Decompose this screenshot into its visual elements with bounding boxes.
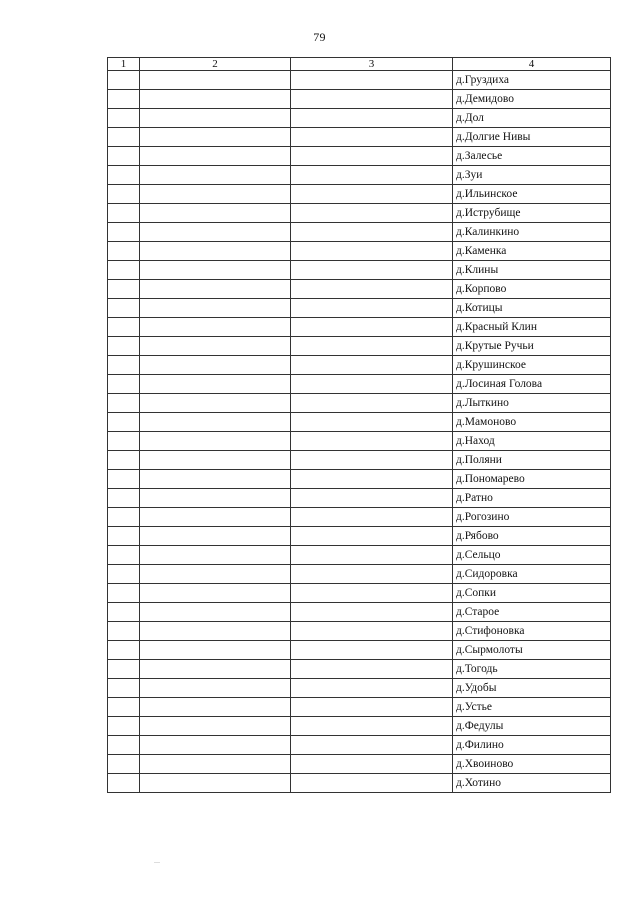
table-cell-col-3 xyxy=(291,489,453,508)
table-cell-col-4: д.Долгие Нивы xyxy=(453,128,611,147)
table-cell-col-1 xyxy=(108,527,140,546)
table-cell-col-4: д.Рогозино xyxy=(453,508,611,527)
table-row xyxy=(108,109,611,128)
table-cell-col-2 xyxy=(140,470,291,489)
table-cell-col-1 xyxy=(108,546,140,565)
table-cell-col-3 xyxy=(291,280,453,299)
table-cell-col-1 xyxy=(108,660,140,679)
table-row xyxy=(108,318,611,337)
table-cell-col-3 xyxy=(291,90,453,109)
table-cell-col-1 xyxy=(108,337,140,356)
table-cell-col-3 xyxy=(291,736,453,755)
table-row xyxy=(108,622,611,641)
table-cell-col-4: д.Лосиная Голова xyxy=(453,375,611,394)
table-row xyxy=(108,717,611,736)
table-cell-col-2 xyxy=(140,128,291,147)
header-row xyxy=(108,58,611,71)
table-cell-col-1 xyxy=(108,147,140,166)
table-cell-col-4: д.Мамоново xyxy=(453,413,611,432)
table-cell-col-1 xyxy=(108,356,140,375)
table-row xyxy=(108,432,611,451)
table-cell-col-1 xyxy=(108,565,140,584)
table-cell-col-2 xyxy=(140,546,291,565)
table-cell-col-1 xyxy=(108,394,140,413)
table-cell-col-2 xyxy=(140,660,291,679)
table-cell-col-2 xyxy=(140,375,291,394)
table-cell-col-3 xyxy=(291,432,453,451)
table-cell-col-1 xyxy=(108,508,140,527)
table-row xyxy=(108,660,611,679)
table-cell-col-1 xyxy=(108,470,140,489)
table-cell-col-4: д.Корпово xyxy=(453,280,611,299)
table-cell-col-4: д.Клины xyxy=(453,261,611,280)
table-body xyxy=(108,71,611,793)
table-cell-col-4: д.Филино xyxy=(453,736,611,755)
table-cell-col-4: д.Федулы xyxy=(453,717,611,736)
table-cell-col-3 xyxy=(291,755,453,774)
table-row xyxy=(108,508,611,527)
table-cell-col-4: д.Демидово xyxy=(453,90,611,109)
table-cell-col-4: д.Удобы xyxy=(453,679,611,698)
table-row xyxy=(108,698,611,717)
table-cell-col-4: д.Сырмолоты xyxy=(453,641,611,660)
table-row xyxy=(108,584,611,603)
table-cell-col-3 xyxy=(291,413,453,432)
table-cell-col-1 xyxy=(108,736,140,755)
table-cell-col-2 xyxy=(140,261,291,280)
table-cell-col-2 xyxy=(140,242,291,261)
table-row xyxy=(108,166,611,185)
table-row xyxy=(108,394,611,413)
table-cell-col-3 xyxy=(291,337,453,356)
table-cell-col-4: д.Груздиха xyxy=(453,71,611,90)
settlements-table xyxy=(107,57,611,793)
table-cell-col-4: д.Пономарево xyxy=(453,470,611,489)
table-cell-col-3 xyxy=(291,717,453,736)
table-cell-col-2 xyxy=(140,71,291,90)
table-cell-col-2 xyxy=(140,185,291,204)
table-cell-col-4: д.Залесье xyxy=(453,147,611,166)
table-cell-col-4: д.Красный Клин xyxy=(453,318,611,337)
table-cell-col-4: д.Калинкино xyxy=(453,223,611,242)
table-row xyxy=(108,337,611,356)
table-cell-col-4: д.Сопки xyxy=(453,584,611,603)
table-cell-col-4: д.Крутые Ручьи xyxy=(453,337,611,356)
table-cell-col-2 xyxy=(140,489,291,508)
table-cell-col-1 xyxy=(108,489,140,508)
table-row xyxy=(108,185,611,204)
table-row xyxy=(108,242,611,261)
table-row xyxy=(108,71,611,90)
table-cell-col-1 xyxy=(108,413,140,432)
table-row xyxy=(108,90,611,109)
table-cell-col-4: д.Иструбище xyxy=(453,204,611,223)
table-cell-col-1 xyxy=(108,451,140,470)
table-row xyxy=(108,223,611,242)
table-cell-col-4: д.Сельцо xyxy=(453,546,611,565)
table-cell-col-3 xyxy=(291,679,453,698)
table-cell-col-2 xyxy=(140,299,291,318)
table-row xyxy=(108,736,611,755)
table-cell-col-3 xyxy=(291,394,453,413)
table-cell-col-2 xyxy=(140,356,291,375)
table-cell-col-1 xyxy=(108,261,140,280)
table-cell-col-3 xyxy=(291,261,453,280)
page-number: 79 xyxy=(313,30,326,44)
table-cell-col-4: д.Наход xyxy=(453,432,611,451)
table-cell-col-3 xyxy=(291,470,453,489)
table-row xyxy=(108,641,611,660)
table-cell-col-3 xyxy=(291,147,453,166)
table-cell-col-1 xyxy=(108,299,140,318)
table-cell-col-3 xyxy=(291,774,453,793)
table-cell-col-1 xyxy=(108,204,140,223)
table-cell-col-2 xyxy=(140,584,291,603)
table-row xyxy=(108,204,611,223)
table-cell-col-4: д.Рябово xyxy=(453,527,611,546)
table-cell-col-4: д.Каменка xyxy=(453,242,611,261)
table-cell-col-4: д.Тогодь xyxy=(453,660,611,679)
table-cell-col-1 xyxy=(108,432,140,451)
table-cell-col-1 xyxy=(108,166,140,185)
table-cell-col-1 xyxy=(108,375,140,394)
table-cell-col-3 xyxy=(291,299,453,318)
table-row xyxy=(108,261,611,280)
table-cell-col-4: д.Старое xyxy=(453,603,611,622)
table-row xyxy=(108,147,611,166)
table-cell-col-2 xyxy=(140,698,291,717)
table-cell-col-3 xyxy=(291,71,453,90)
table-cell-col-3 xyxy=(291,318,453,337)
table-row xyxy=(108,451,611,470)
table-cell-col-1 xyxy=(108,603,140,622)
table-cell-col-4: д.Котицы xyxy=(453,299,611,318)
table-cell-col-2 xyxy=(140,147,291,166)
table-row xyxy=(108,413,611,432)
table-row xyxy=(108,470,611,489)
table-cell-col-2 xyxy=(140,736,291,755)
table-cell-col-4: д.Поляни xyxy=(453,451,611,470)
table-row xyxy=(108,565,611,584)
table-cell-col-3 xyxy=(291,603,453,622)
table-cell-col-3 xyxy=(291,527,453,546)
table-row xyxy=(108,280,611,299)
table-cell-col-1 xyxy=(108,71,140,90)
table-cell-col-3 xyxy=(291,546,453,565)
table-cell-col-2 xyxy=(140,204,291,223)
table-cell-col-4: д.Хотино xyxy=(453,774,611,793)
table-cell-col-2 xyxy=(140,679,291,698)
table-cell-col-1 xyxy=(108,185,140,204)
table-row xyxy=(108,603,611,622)
table-cell-col-3 xyxy=(291,242,453,261)
table-cell-col-3 xyxy=(291,641,453,660)
table-cell-col-3 xyxy=(291,128,453,147)
table-cell-col-1 xyxy=(108,755,140,774)
table-cell-col-2 xyxy=(140,318,291,337)
table-cell-col-1 xyxy=(108,774,140,793)
table-cell-col-4: д.Стифоновка xyxy=(453,622,611,641)
table-cell-col-3 xyxy=(291,451,453,470)
table-cell-col-4: д.Устье xyxy=(453,698,611,717)
table-cell-col-4: д.Ратно xyxy=(453,489,611,508)
column-header-3: 3 xyxy=(291,58,453,71)
table-cell-col-4: д.Сидоровка xyxy=(453,565,611,584)
table-cell-col-3 xyxy=(291,508,453,527)
table-cell-col-2 xyxy=(140,508,291,527)
table-cell-col-1 xyxy=(108,128,140,147)
table-cell-col-3 xyxy=(291,109,453,128)
table-row xyxy=(108,546,611,565)
table-cell-col-2 xyxy=(140,337,291,356)
table-cell-col-2 xyxy=(140,565,291,584)
table-cell-col-1 xyxy=(108,679,140,698)
table-cell-col-4: д.Зуи xyxy=(453,166,611,185)
table-cell-col-2 xyxy=(140,603,291,622)
table-cell-col-2 xyxy=(140,109,291,128)
scan-speck xyxy=(154,862,160,863)
table-row xyxy=(108,755,611,774)
column-header-2: 2 xyxy=(140,58,291,71)
table-cell-col-3 xyxy=(291,584,453,603)
table-cell-col-3 xyxy=(291,698,453,717)
table-cell-col-2 xyxy=(140,527,291,546)
table-cell-col-2 xyxy=(140,451,291,470)
table-cell-col-4: д.Дол xyxy=(453,109,611,128)
table-row xyxy=(108,128,611,147)
table-row xyxy=(108,489,611,508)
table-cell-col-2 xyxy=(140,432,291,451)
table-cell-col-1 xyxy=(108,280,140,299)
table-cell-col-1 xyxy=(108,717,140,736)
table-row xyxy=(108,679,611,698)
table-cell-col-3 xyxy=(291,622,453,641)
table-cell-col-2 xyxy=(140,622,291,641)
table-cell-col-3 xyxy=(291,375,453,394)
table-cell-col-2 xyxy=(140,717,291,736)
table-cell-col-1 xyxy=(108,622,140,641)
table-cell-col-1 xyxy=(108,641,140,660)
table-cell-col-3 xyxy=(291,356,453,375)
table-cell-col-2 xyxy=(140,223,291,242)
table-row xyxy=(108,774,611,793)
column-header-1: 1 xyxy=(108,58,140,71)
table-cell-col-3 xyxy=(291,166,453,185)
table-cell-col-1 xyxy=(108,698,140,717)
table-cell-col-1 xyxy=(108,223,140,242)
table-cell-col-4: д.Крушинское xyxy=(453,356,611,375)
table-cell-col-3 xyxy=(291,185,453,204)
column-header-4: 4 xyxy=(453,58,611,71)
table-cell-col-2 xyxy=(140,774,291,793)
table-cell-col-4: д.Лыткино xyxy=(453,394,611,413)
table-cell-col-3 xyxy=(291,204,453,223)
table-cell-col-1 xyxy=(108,318,140,337)
table-cell-col-1 xyxy=(108,584,140,603)
table-cell-col-1 xyxy=(108,242,140,261)
table-cell-col-2 xyxy=(140,394,291,413)
table-cell-col-2 xyxy=(140,641,291,660)
table-cell-col-2 xyxy=(140,413,291,432)
table-cell-col-2 xyxy=(140,166,291,185)
table-cell-col-1 xyxy=(108,109,140,128)
table-cell-col-3 xyxy=(291,565,453,584)
table-row xyxy=(108,356,611,375)
table-cell-col-2 xyxy=(140,280,291,299)
table-cell-col-4: д.Ильинское xyxy=(453,185,611,204)
table-cell-col-2 xyxy=(140,755,291,774)
table-cell-col-4: д.Хвоиново xyxy=(453,755,611,774)
table-cell-col-2 xyxy=(140,90,291,109)
table-cell-col-1 xyxy=(108,90,140,109)
table-header xyxy=(108,58,611,71)
table-row xyxy=(108,375,611,394)
table-row xyxy=(108,527,611,546)
table-cell-col-3 xyxy=(291,223,453,242)
table-row xyxy=(108,299,611,318)
table-cell-col-3 xyxy=(291,660,453,679)
